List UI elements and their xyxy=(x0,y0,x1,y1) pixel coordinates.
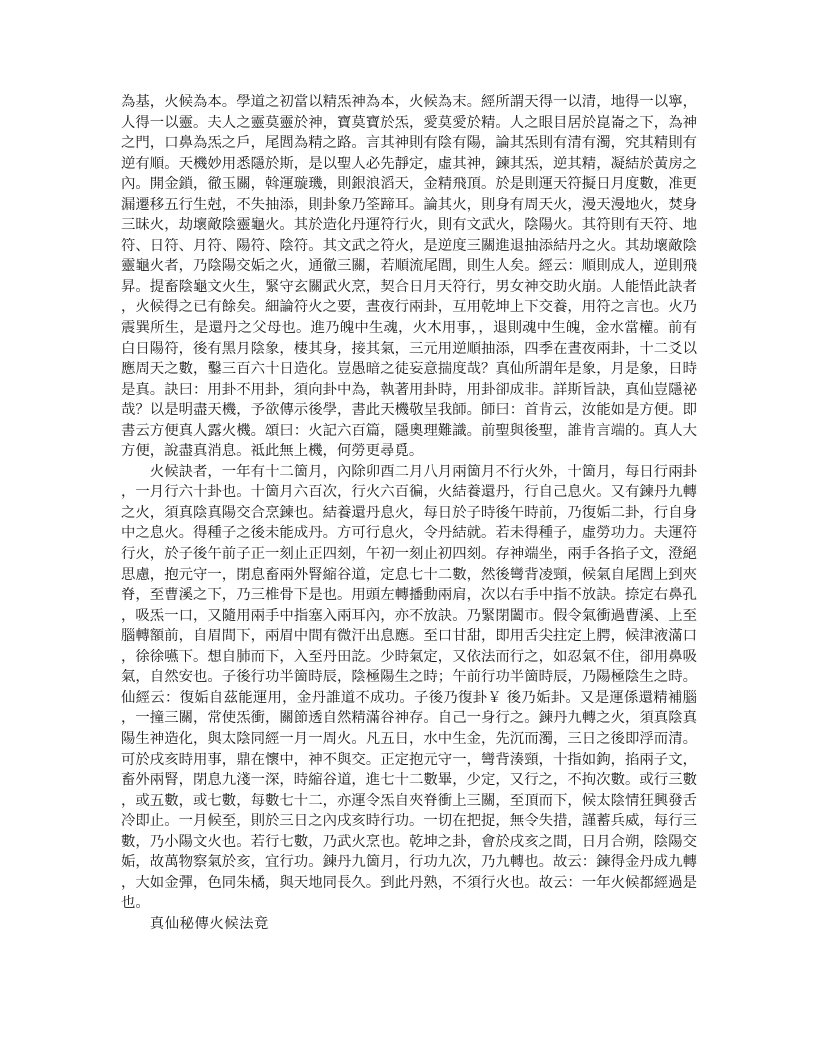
paragraph-continued: 為基，火候為本。學道之初當以精炁神為本，火候為末。經所謂天得一以清，地得一以寧，人得一以靈。夫人之靈莫靈於神，寶莫寶於炁，愛莫愛於精。人之眼目居於崑崙之下，為神之門，口鼻為炁之戶，尾閭為精之路。言其神則有陰有陽，論其炁則有清有濁，究其精則有逆有順。天機妙用悉隱於斯，是以聖人必先靜定，虛其神，鍊其炁，逆其精，凝結於黃房之內。開金鎖，徹玉關，斡運璇璣，則銀浪滔天，金精飛頂。於是則運天符擬日月度數，准更漏遷移五行生尅，不失抽添，則卦象乃筌蹄耳。論其火，則身有周天火，漫天漫地火，焚身三昧火，劫壞敵陰靈龜火。其於造化丹運符行火，則有文武火，陰陽火。其符則有天符、地符、日符、月符、陽符、陰符。其文武之符火，是逆度三關進退抽添結丹之火。其劫壞敵陰靈龜火者，乃陰陽交姤之火，通徹三關，若順流尾閭，則生人矣。經云：順則成人，逆則飛昇。提畜陰龜文火生，緊守玄關武火烹，契合日月天符行，男女神交助火崩。人能悟此訣者，火候得之已有餘矣。細論符火之要，晝夜行兩卦，互用乾坤上下交養，用符之言也。火乃震巽所生，是還丹之父母也。進乃魄中生魂，火木用事，，退則魂中生魄，金水當權。前有白日陽符，後有黑月陰象，棲其身，接其氣，三元用逆順抽添，四季在晝夜兩卦，十二爻以應周天之數，鑿三百六十日造化。豈愚暗之徒妄意揣度哉？真仙所謂年是象，月是象，日時是真。訣曰：用卦不用卦，須向卦中為，執著用卦時，用卦卻成非。詳斯旨訣，真仙豈隱祕哉？以是明盡天機，予欲傳示後學，書此天機敬呈我師。師曰：首肯云，汝能如是方便。即書云方便真人露火機。頌曰：火記六百篇，隱奧理難識。前聖與後聖，誰肯言端的。真人大方便，說盡真消息。祗此無上機，何勞更尋覓。 xyxy=(121,94,697,460)
closing-title: 真仙秘傳火候法竟 xyxy=(149,915,269,932)
document-body xyxy=(121,92,697,934)
paragraph-fire-timing: 火候訣者，一年有十二箇月，內除卯酉二月八月兩箇月不行火外，十箇月，每日行兩卦，一月行六十卦也。十箇月六百次，行火六百徧，火結養還丹，行自己息火。又有鍊丹九轉之火，須真陰真陽交合烹鍊也。結養還丹息火，每日於子時後午時前，乃復姤二卦，行自身中之息火。得種子之後未能成丹。方可行息火，令丹結就。若未得種子，虛勞功力。夫運符行火，於子後午前子正一刻止正四刻，午初一刻止初四刻。存神端坐，兩手各掐子文，澄絕思慮，抱元守一，閉息畜兩外腎縮谷道，定息七十二數，然後彎背凌頸，候氣自尾閭上到夾脊，至曹溪之下，乃三椎骨下是也。用頭左轉播動兩肩，次以右手中指不放訣。捺定右鼻孔，吸炁一口，又隨用兩手中指塞入兩耳內，亦不放訣。乃緊閉闔市。假令氣衝過曹溪、上至腦轉額前，自眉間下，兩眉中間有微汗出息應。至口甘甜，即用舌尖拄定上腭，候津液滿口，徐徐嚥下。想自肺而下，入至丹田訖。少時氣定，又依法而行之，如忍氣不住，卻用鼻吸氣，自然安也。子後行功半箇時辰，陰極陽生之時；午前行功半箇時辰，乃陽極陰生之時。仙經云：復姤自茲能運用，金丹誰道不成功。子後乃復卦￥ 後乃姤卦。又是運係還精補腦，一撞三關，常使炁衝，關節透自然精滿谷神存。自己一身行之。鍊丹九轉之火，須真陰真陽生神造化，與太陰同經一月一周火。凡五日，水中生金，先沉而濁，三日之後即浮而清。可於戌亥時用事，鼎在懷中，神不與交。正定抱元守一，彎背湊頸，十指如鉤，掐兩子文，畜外兩腎，閉息九淺一深，時縮谷道，進七十二數畢，少定，又行之，不拘次數。或行三數，或五數，或七數，每數七十二，亦運令炁自夾脊衝上三關，至頂而下，候太陰情狂興發舌冷即止。一月候至，則於三日之內戌亥時行功。一切在把捉，無令失措，謹蓄兵威，每行三數，乃小陽文火也。若行七數，乃武火烹也。乾坤之卦，會於戌亥之間，日月合朔，陰陽交姤，故萬物察氣於亥，宜行功。鍊丹九箇月，行功九次，乃九轉也。故云：鍊得金丹成九轉，大如金彈，色同朱橘，與天地同長久。到此丹熟，不須行火也。故云：一年火候都經過是也。 xyxy=(121,463,697,912)
